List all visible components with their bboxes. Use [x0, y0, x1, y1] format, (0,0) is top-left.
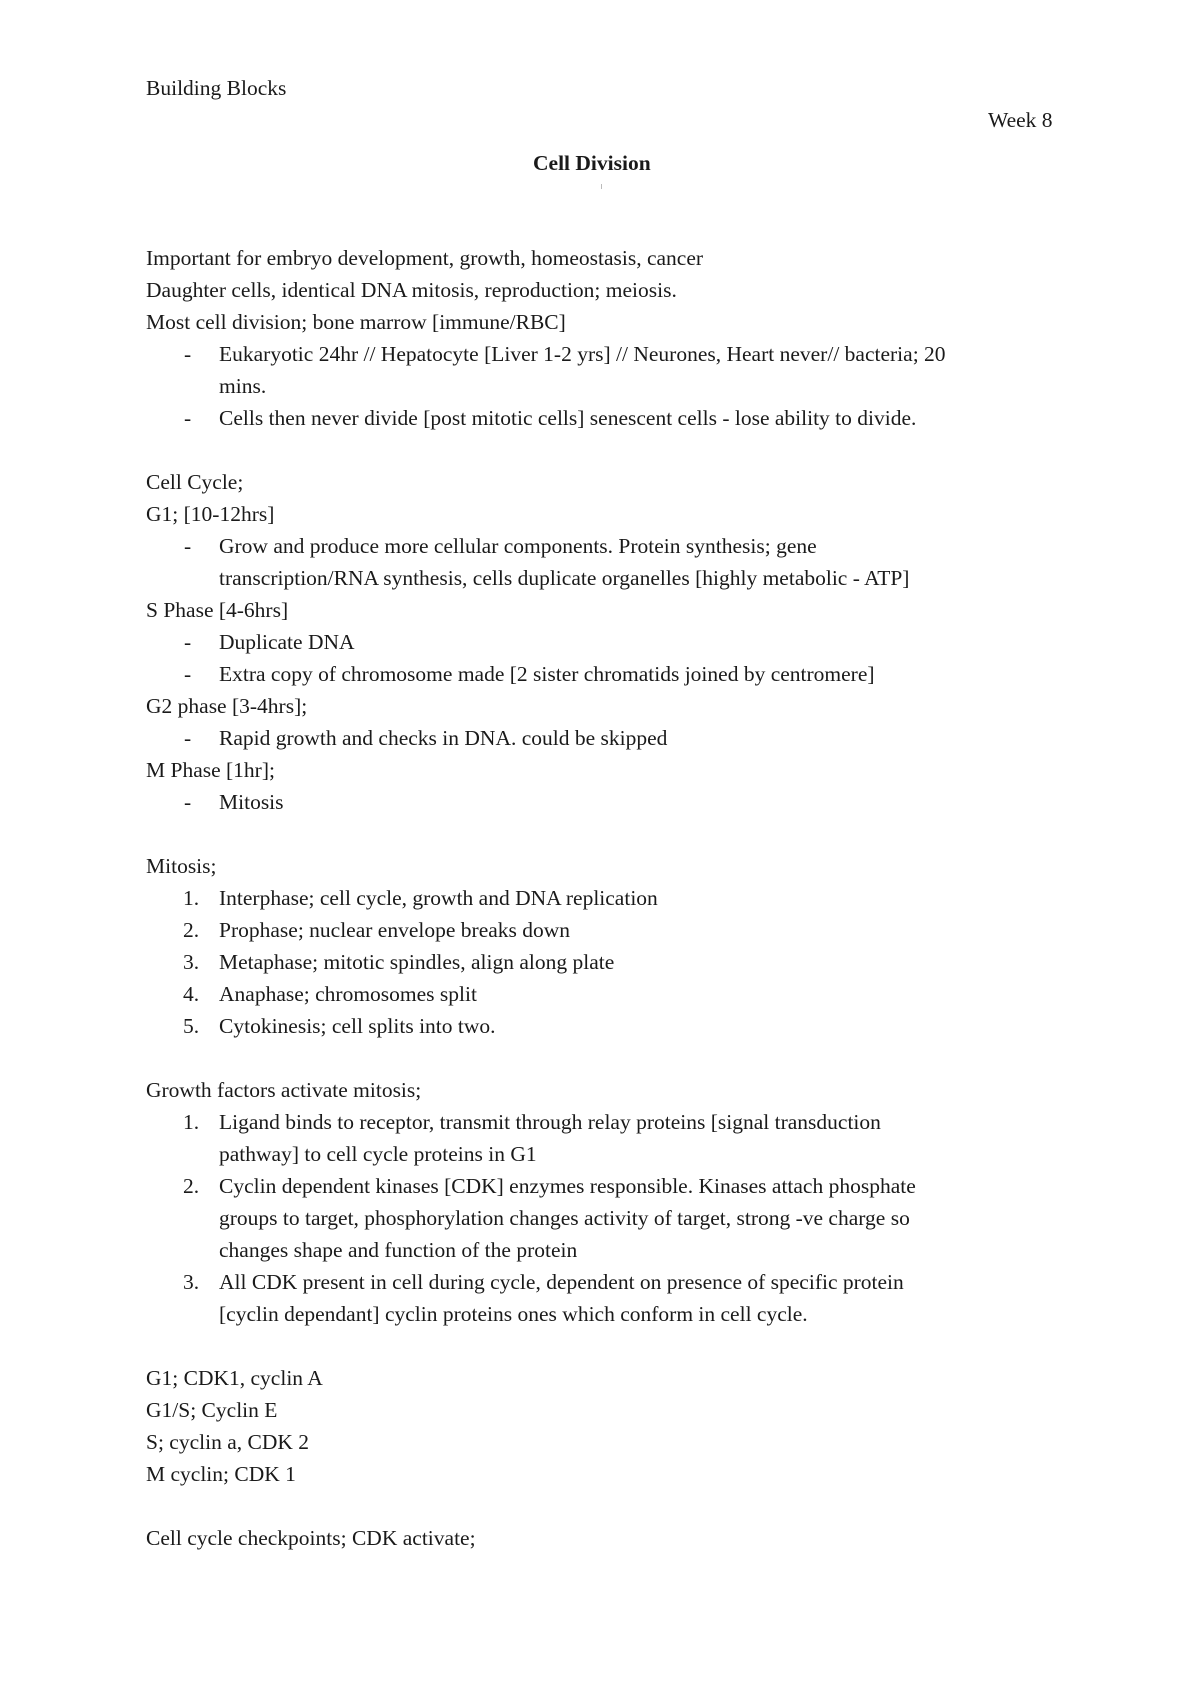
page-title: Cell Division	[533, 151, 651, 175]
intro-bullet-1-cont: mins.	[219, 374, 267, 398]
list-number: 2.	[183, 918, 200, 942]
intro-line-1: Important for embryo development, growth, homeostasis, cancer	[146, 246, 704, 270]
g1-bullet-cont: transcription/RNA synthesis, cells duplicate organelles [highly metabolic - ATP]	[219, 566, 910, 590]
cdk-line-2: G1/S; Cyclin E	[146, 1398, 278, 1422]
growth-heading: Growth factors activate mitosis;	[146, 1078, 422, 1102]
checkpoints-line: Cell cycle checkpoints; CDK activate;	[146, 1526, 476, 1550]
bullet-marker: -	[184, 630, 192, 654]
list-number: 1.	[183, 886, 200, 910]
s-bullet-2: Extra copy of chromosome made [2 sister chromatids joined by centromere]	[219, 662, 875, 686]
cdk-line-1: G1; CDK1, cyclin A	[146, 1366, 323, 1390]
growth-item-1-cont: pathway] to cell cycle proteins in G1	[219, 1142, 537, 1166]
growth-item-3-cont: [cyclin dependant] cyclin proteins ones which conform in cell cycle.	[219, 1302, 808, 1326]
list-number: 4.	[183, 982, 200, 1006]
mitosis-item-2: Prophase; nuclear envelope breaks down	[219, 918, 571, 942]
bullet-marker: -	[184, 406, 192, 430]
cell-cycle-heading: Cell Cycle;	[146, 470, 244, 494]
list-number: 3.	[183, 950, 200, 974]
growth-item-2: Cyclin dependent kinases [CDK] enzymes responsible. Kinases attach phosphate	[219, 1174, 916, 1198]
mitosis-item-5: Cytokinesis; cell splits into two.	[219, 1014, 496, 1038]
intro-bullet-1: Eukaryotic 24hr // Hepatocyte [Liver 1-2 yrs] // Neurones, Heart never// bacteria; 20	[219, 342, 946, 366]
list-number: 3.	[183, 1270, 200, 1294]
mitosis-item-3: Metaphase; mitotic spindles, align along plate	[219, 950, 615, 974]
bullet-marker: -	[184, 790, 192, 814]
list-number: 1.	[183, 1110, 200, 1134]
bullet-marker: -	[184, 534, 192, 558]
cdk-line-3: S; cyclin a, CDK 2	[146, 1430, 310, 1454]
cdk-line-4: M cyclin; CDK 1	[146, 1462, 296, 1486]
header-course: Building Blocks	[146, 76, 287, 100]
bullet-marker: -	[184, 342, 192, 366]
g1-line: G1; [10-12hrs]	[146, 502, 275, 526]
mitosis-heading: Mitosis;	[146, 854, 217, 878]
g2-phase-line: G2 phase [3-4hrs];	[146, 694, 308, 718]
list-number: 5.	[183, 1014, 200, 1038]
growth-item-3: All CDK present in cell during cycle, dependent on presence of specific protein	[219, 1270, 904, 1294]
m-bullet: Mitosis	[219, 790, 284, 814]
mitosis-item-1: Interphase; cell cycle, growth and DNA replication	[219, 886, 658, 910]
g2-bullet: Rapid growth and checks in DNA. could be skipped	[219, 726, 668, 750]
intro-line-2: Daughter cells, identical DNA mitosis, reproduction; meiosis.	[146, 278, 677, 302]
growth-item-2-cont-2: changes shape and function of the protein	[219, 1238, 578, 1262]
list-number: 2.	[183, 1174, 200, 1198]
g1-bullet: Grow and produce more cellular components. Protein synthesis; gene	[219, 534, 817, 558]
m-phase-line: M Phase [1hr];	[146, 758, 275, 782]
s-bullet-1: Duplicate DNA	[219, 630, 355, 654]
intro-bullet-2: Cells then never divide [post mitotic cells] senescent cells - lose ability to divide.	[219, 406, 917, 430]
growth-item-1: Ligand binds to receptor, transmit through relay proteins [signal transduction	[219, 1110, 881, 1134]
decorative-tick	[601, 184, 602, 189]
bullet-marker: -	[184, 726, 192, 750]
growth-item-2-cont: groups to target, phosphorylation changes activity of target, strong -ve charge so	[219, 1206, 910, 1230]
bullet-marker: -	[184, 662, 192, 686]
s-phase-line: S Phase [4-6hrs]	[146, 598, 289, 622]
mitosis-item-4: Anaphase; chromosomes split	[219, 982, 477, 1006]
intro-line-3: Most cell division; bone marrow [immune/RBC]	[146, 310, 566, 334]
header-week: Week 8	[988, 108, 1053, 132]
